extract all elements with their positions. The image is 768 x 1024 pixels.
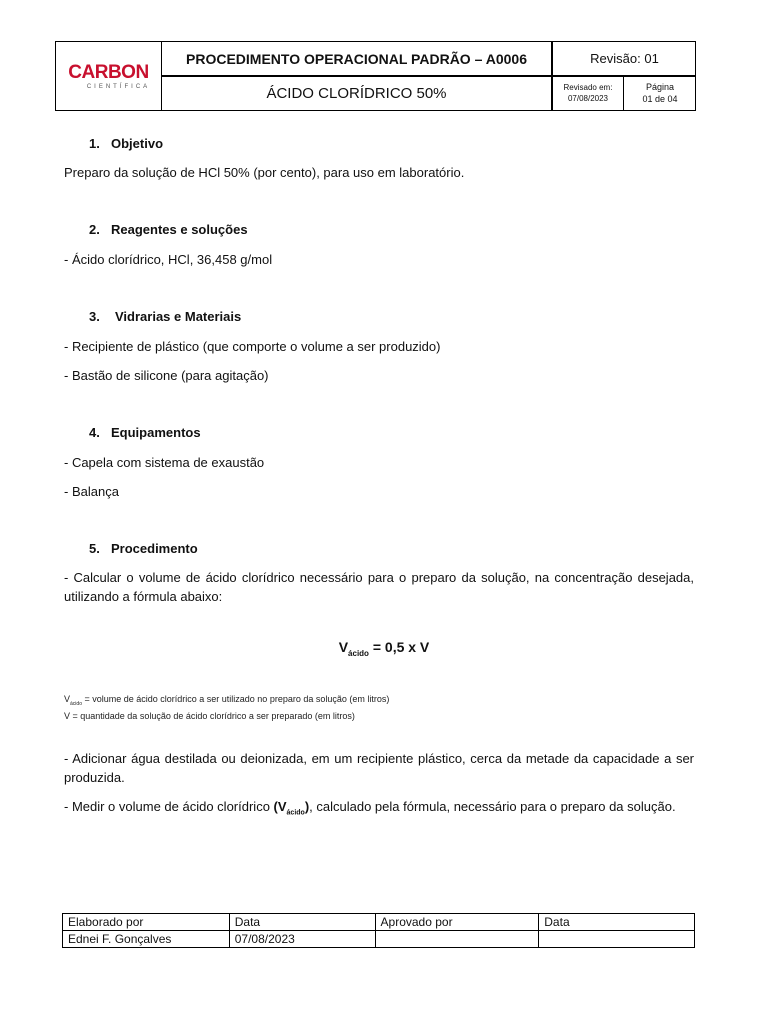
page-value: 01 de 04 [642, 93, 678, 104]
table-cell: 07/08/2023 [229, 931, 375, 948]
procedure-step-1: - Calcular o volume de ácido clorídrico necessário para o preparo da solução, na concentração desejada, utilizando a fórmula abaixo: [64, 570, 694, 604]
legend-line-1: $V_{ácido}$ = volume de ácido clorídrico a ser utilizado no preparo da solução (em litros) [64, 694, 390, 707]
logo-tagline: CIENTÍFICA [86, 83, 151, 90]
table-cell [375, 931, 539, 948]
revised-label: Revisado em: [563, 83, 613, 93]
revised-date: 07/08/2023 [567, 93, 609, 103]
logo-wordmark: CARBON [68, 61, 149, 83]
table-header-cell: Data [229, 914, 375, 931]
table-cell [539, 931, 695, 948]
procedure-step-2: - Adicionar água destilada ou deionizada, em um recipiente plástico, cerca da metade da capacidade a ser produzida. [64, 751, 694, 785]
section-heading-vidrarias: 3. Vidrarias e Materiais [89, 309, 242, 324]
table-row [63, 931, 695, 948]
section-heading-objetivo: 1. Objetivo [89, 136, 164, 151]
formula: $V_{ácido} = 0,5$ x V [338, 639, 430, 658]
list-item: - Ácido clorídrico, HCl, 36,458 g/mol [64, 252, 273, 267]
table-header-cell: Aprovado por [375, 914, 539, 931]
table-row [63, 914, 695, 931]
revised-date-cell [552, 76, 624, 110]
document-title: PROCEDIMENTO OPERACIONAL PADRÃO – A0006 [162, 42, 552, 76]
formula-legend [64, 693, 389, 722]
document-subtitle: ÁCIDO CLORÍDRICO 50% [162, 76, 552, 110]
list-item: - Capela com sistema de exaustão [64, 455, 265, 470]
document-header [55, 41, 696, 111]
table-header-cell: Data [539, 914, 695, 931]
table-header-cell: Elaborado por [63, 914, 230, 931]
page-label: Página [645, 81, 674, 92]
page-number-cell [624, 76, 696, 110]
list-item: - Balança [64, 484, 119, 499]
legend-line-2: V = quantidade da solução de ácido clorídrico a ser preparado (em litros) [64, 710, 355, 721]
list-item: - Bastão de silicone (para agitação) [64, 368, 269, 383]
company-logo [56, 42, 162, 110]
procedure-step-3: - Medir o volume de ácido clorídrico $(V_{ácido})$, calculado pela fórmula, necessário para o preparo da solução. [64, 799, 676, 817]
approval-table [62, 913, 695, 948]
section-heading-reagentes: 2. Reagentes e soluções [89, 222, 248, 237]
objetivo-text: Preparo da solução de HCl 50% (por cento), para uso em laboratório. [64, 165, 465, 180]
section-heading-procedimento: 5. Procedimento [89, 541, 198, 556]
revision-number: Revisão: 01 [552, 42, 696, 76]
table-cell: Ednei F. Gonçalves [63, 931, 230, 948]
section-heading-equipamentos: 4. Equipamentos [89, 425, 201, 440]
list-item: - Recipiente de plástico (que comporte o volume a ser produzido) [64, 339, 441, 354]
